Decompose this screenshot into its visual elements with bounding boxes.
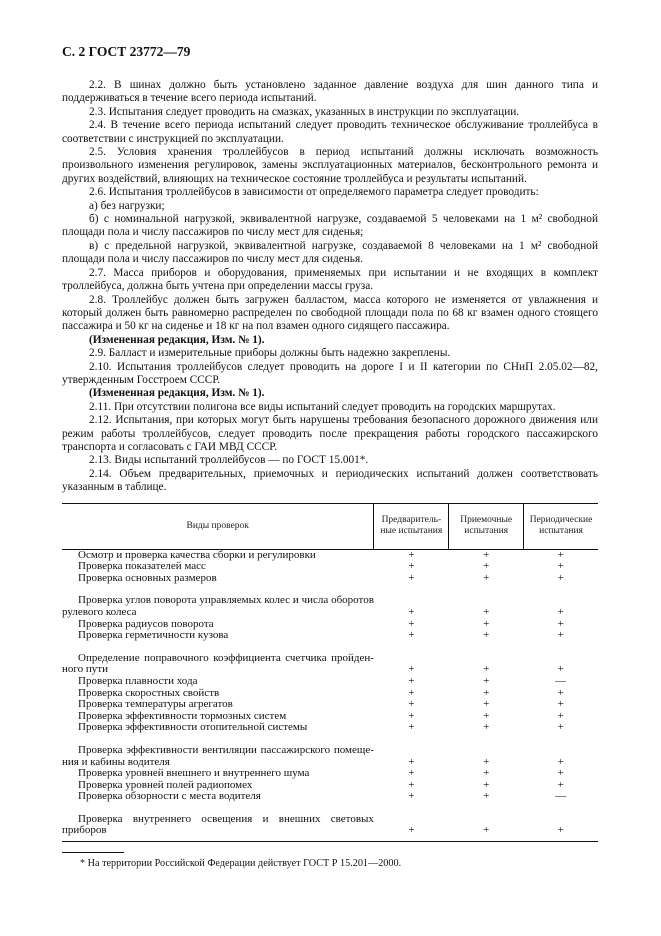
check-type-line: Проверка эффективности отопительной системы (78, 721, 308, 734)
checks-table (62, 503, 598, 842)
check-type-cell (62, 584, 374, 618)
test-mark-cell: + (483, 571, 490, 584)
amendment-note: (Измененная редакция, Изм. № 1). (89, 333, 265, 346)
paragraph: 2.3. Испытания следует проводить на смазках, указанных в инструкции по эксплуатации. (89, 105, 520, 118)
test-mark-cell: + (557, 605, 564, 618)
check-type-cell (62, 734, 374, 768)
check-type-line: Проверка углов поворота управляемых колес и числа оборотов (78, 594, 374, 607)
paragraph: 2.13. Виды испытаний троллейбусов — по ГОСТ 15.001*. (89, 454, 369, 467)
table-row (62, 768, 598, 780)
test-mark-cell: — (555, 790, 567, 803)
paragraph: 2.4. В течение всего периода испытаний следует проводить техническое обслуживание троллейбуса в соответствии с инструкцией по эксплуатации. (62, 119, 598, 145)
check-type-cell (62, 699, 374, 711)
check-type-line: приборов (62, 824, 107, 837)
test-mark-cell: + (374, 803, 449, 842)
check-type-line: Проверка уровней полей радиопомех (78, 778, 253, 791)
column-header-acceptance: Приемочные испытания (449, 503, 524, 549)
test-mark-cell: + (483, 709, 490, 722)
test-mark-cell: + (408, 605, 415, 618)
test-mark-cell: + (408, 548, 415, 561)
paragraph: 2.2. В шинах должно быть установлено заданное давление воздуха для шин данного типа и поддерживаться в течение всего периода испытаний. (62, 79, 598, 105)
test-mark-cell: + (557, 778, 564, 791)
table-row (62, 584, 598, 618)
footnote: * На территории Российской Федерации действует ГОСТ Р 15.201—2000. (80, 858, 402, 870)
test-mark-cell: + (483, 686, 490, 699)
test-mark-cell: + (557, 721, 564, 734)
column-header-periodic: Периодические испытания (524, 503, 598, 549)
table-row (62, 642, 598, 676)
table-row (62, 734, 598, 768)
paragraph: 2.6. Испытания троллейбусов в зависимости от определяемого параметра следует проводить: (89, 186, 539, 199)
test-mark-cell: + (557, 617, 564, 630)
check-type-cell (62, 676, 374, 688)
test-mark-cell: + (483, 755, 490, 768)
footnote-rule (62, 852, 124, 853)
check-type-line: Определение поправочного коэффициента счетчика пройден- (78, 651, 374, 664)
test-mark-cell: + (408, 778, 415, 791)
test-mark-cell: + (557, 755, 564, 768)
check-type-cell (62, 791, 374, 803)
test-mark-cell: + (557, 686, 564, 699)
table-row (62, 699, 598, 711)
test-mark-cell: + (557, 629, 564, 642)
paragraph: 2.12. Испытания, при которых могут быть нарушены требования безопасного дорожного движения или режим работы троллейбусов, следует проводить после прекращения работы городского пассажирского транспорта и согласовать с ГАИ МВД СССР. (62, 414, 598, 453)
check-type-line: Проверка показателей масс (78, 560, 206, 573)
test-mark-cell: + (483, 629, 490, 642)
check-type-line: рулевого колеса (62, 605, 137, 618)
test-mark-cell: + (557, 571, 564, 584)
paragraph: в) с предельной нагрузкой, эквивалентной нагрузке, создаваемой 8 человеками на 1 м² свободной площади пола и числу пассажиров по числу мест для сиденья. (62, 239, 598, 266)
paragraph: 2.10. Испытания троллейбусов следует проводить на дороге I и II категории по СНиП 2.05.02—82, утвержденным Госстроем СССР. (62, 360, 598, 386)
check-type-cell (62, 630, 374, 642)
test-mark-cell: + (557, 548, 564, 561)
test-mark-cell: + (408, 686, 415, 699)
test-mark-cell: + (483, 548, 490, 561)
check-type-cell (62, 803, 374, 842)
check-type-line: Проверка плавности хода (78, 674, 198, 687)
test-mark-cell: + (557, 663, 564, 676)
paragraph: а) без нагрузки; (89, 199, 165, 212)
test-mark-cell: + (483, 790, 490, 803)
page-header: С. 2 ГОСТ 23772—79 (62, 44, 191, 59)
test-mark-cell: + (408, 721, 415, 734)
table-row (62, 676, 598, 688)
check-type-cell (62, 768, 374, 780)
table-row (62, 791, 598, 803)
test-mark-cell: — (555, 674, 567, 687)
check-type-line: Проверка эффективности вентиляции пассажирского помеще- (78, 743, 374, 756)
check-type-line: Проверка основных размеров (78, 571, 217, 584)
test-mark-cell: + (408, 560, 415, 573)
test-mark-cell: + (524, 803, 598, 842)
test-mark-cell: + (408, 663, 415, 676)
check-type-line: Проверка температуры агрегатов (78, 698, 233, 711)
check-type-line: Проверка герметичности кузова (78, 629, 229, 642)
test-mark-cell: + (483, 721, 490, 734)
check-type-line: Проверка внутреннего освещения и внешних световых (78, 812, 374, 825)
test-mark-cell: + (408, 617, 415, 630)
test-mark-cell: + (483, 605, 490, 618)
test-mark-cell: + (483, 674, 490, 687)
paragraph: 2.9. Балласт и измерительные приборы должны быть надежно закреплены. (89, 347, 451, 360)
test-mark-cell: + (557, 767, 564, 780)
amendment-note: (Измененная редакция, Изм. № 1). (89, 387, 265, 400)
test-mark-cell: + (408, 790, 415, 803)
test-mark-cell: + (408, 571, 415, 584)
test-mark-cell: + (408, 629, 415, 642)
test-mark-cell: + (408, 674, 415, 687)
paragraph: 2.8. Троллейбус должен быть загружен балластом, масса которого не изменяется от увлажнения и который должен быть равномерно распределен по свободной площади пола по 68 кг взамен одного стоящего пассажира и 50 кг на сиденье и 18 кг на пол взамен одного сидящего пассажира. (62, 293, 598, 333)
check-type-line: Проверка уровней внешнего и внутреннего шума (78, 767, 310, 780)
test-mark-cell: + (483, 663, 490, 676)
check-type-line: ного пути (62, 663, 108, 676)
paragraph: 2.5. Условия хранения троллейбусов в период испытаний должны исключать возможность произвольного изменения регулировок, замены эксплуатационных материалов, бесконтрольного ремонта и других воздействий, влияющих на техническое состояние троллейбуса и результаты испытаний. (62, 146, 598, 185)
test-mark-cell: + (557, 709, 564, 722)
check-type-line: Проверка эффективности тормозных систем (78, 709, 287, 722)
test-mark-cell: + (483, 767, 490, 780)
test-mark-cell: + (483, 560, 490, 573)
test-mark-cell: + (408, 698, 415, 711)
check-type-line: Проверка скоростных свойств (78, 686, 220, 699)
check-type-line: Осмотр и проверка качества сборки и регулировки (78, 548, 316, 561)
check-type-line: ния и кабины водителя (62, 755, 170, 768)
table-row (62, 722, 598, 734)
check-type-cell (62, 642, 374, 676)
body-text (62, 79, 598, 495)
check-type-cell (62, 573, 374, 585)
test-mark-cell: + (449, 803, 524, 842)
paragraph: б) с номинальной нагрузкой, эквивалентной нагрузке, создаваемой 5 человеками на 1 м² свободной площади пола и числу пассажиров по числу мест для сиденья; (62, 213, 598, 239)
document-page (62, 44, 598, 869)
test-mark-cell: + (408, 767, 415, 780)
test-mark-cell: + (557, 560, 564, 573)
column-header-check-types: Виды проверок (62, 503, 374, 549)
test-mark-cell: + (483, 698, 490, 711)
test-mark-cell: + (408, 709, 415, 722)
table-row (62, 573, 598, 585)
test-mark-cell: + (557, 698, 564, 711)
column-header-preliminary: Предваритель- ные испытания (374, 503, 449, 549)
paragraph: 2.7. Масса приборов и оборудования, применяемых при испытании и не входящих в комплект троллейбуса, должна быть учтена при определении массы груза. (62, 266, 598, 293)
test-mark-cell: + (483, 778, 490, 791)
table-header-row (62, 503, 598, 549)
check-type-line: Проверка обзорности с места водителя (78, 790, 261, 803)
check-type-cell (62, 722, 374, 734)
paragraph: 2.14. Объем предварительных, приемочных и периодических испытаний должен соответствовать указанным в таблице. (62, 467, 598, 494)
table-row (62, 630, 598, 642)
paragraph: 2.11. При отсутствии полигона все виды испытаний следует проводить на городских маршрутах. (89, 400, 556, 413)
test-mark-cell: + (483, 617, 490, 630)
test-mark-cell: + (408, 755, 415, 768)
table-row (62, 803, 598, 842)
check-type-line: Проверка радиусов поворота (78, 617, 214, 630)
